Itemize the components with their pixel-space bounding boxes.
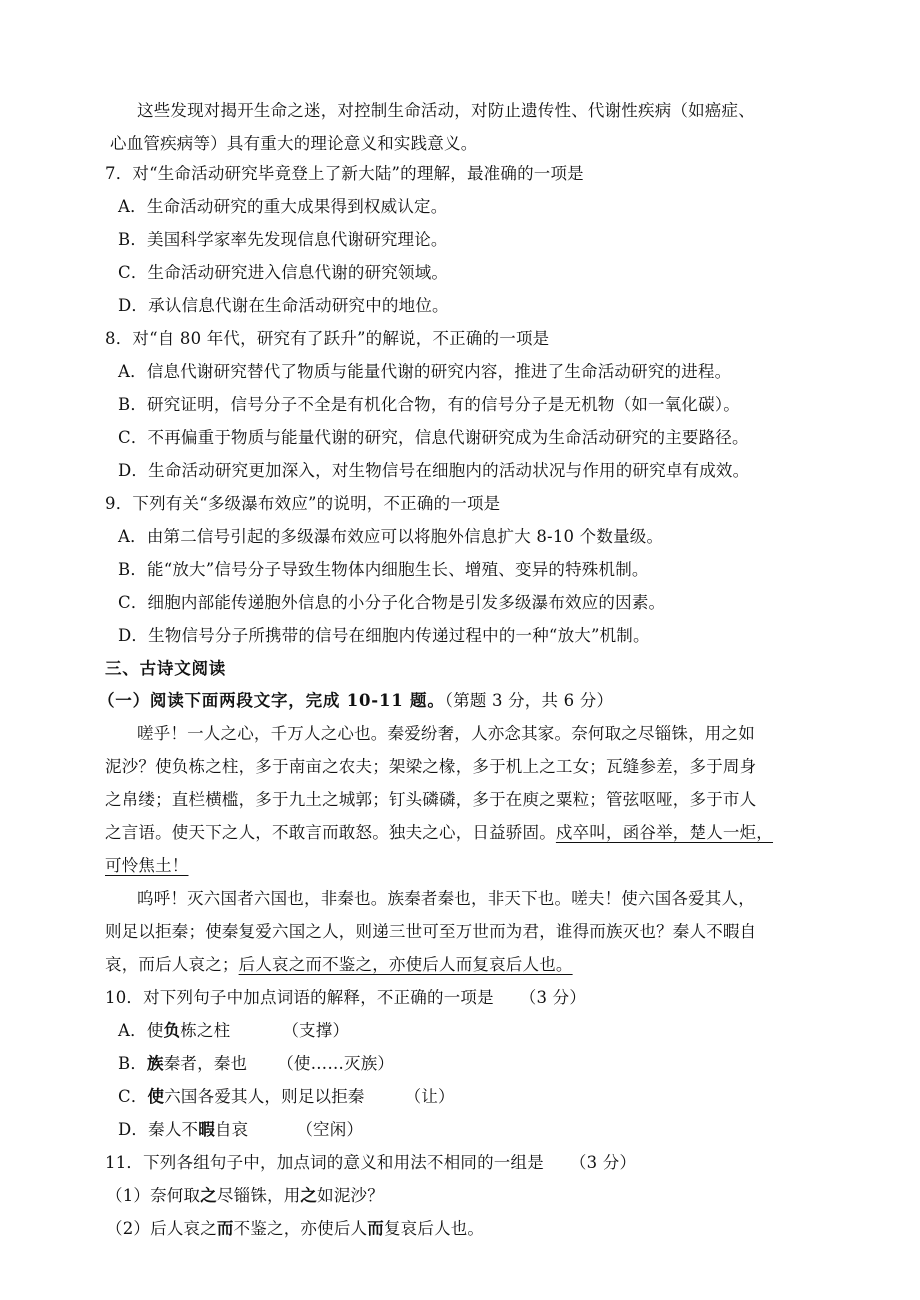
section-3-subtitle (98, 690, 613, 712)
q10-stem (105, 987, 586, 1009)
dotted-word: 暇 (198, 1120, 215, 1139)
item-text: 奈何取 (150, 1186, 201, 1205)
passage-1-line-3: 之帛缕；直栏横槛，多于九土之城郭；钉头磷磷，多于在庾之粟粒；管弦呕哑，多于市人 (105, 790, 757, 809)
q8-option-a: A．信息代谢研究替代了物质与能量代谢的研究内容，推进了生命活动研究的进程。 (118, 362, 732, 381)
dotted-word: 而 (216, 1219, 234, 1238)
q8-option-b: B．研究证明，信号分子不全是有机化合物，有的信号分子是无机物（如一氧化碳）。 (118, 395, 740, 414)
underlined-sentence-2: 后人哀之而不鉴之，亦使后人而复哀后人也。 (238, 955, 573, 974)
passage-2-line-2: 则足以拒秦；使秦复爱六国之人，则递三世可至万世而为君，谁得而族灭也？秦人不暇自 (105, 922, 757, 941)
passage-2-line-1: 呜呼！灭六国者六国也，非秦也。族秦者秦也，非天下也。嗟夫！使六国各爱其人， (137, 889, 755, 908)
option-label: A． (118, 1021, 147, 1040)
q7-option-a: A．生命活动研究的重大成果得到权威认定。 (118, 197, 448, 216)
q11-item-2 (106, 1218, 484, 1240)
q10-stem-text: 10．对下列句子中加点词语的解释，不正确的一项是 (105, 988, 494, 1007)
q10-option-c (118, 1086, 455, 1108)
passage-1-line-4-text: 之言语。使天下之人，不敢言而敢怒。独夫之心，日益骄固。 (105, 823, 556, 842)
q7-option-d: D．承认信息代谢在生命活动研究中的地位。 (118, 296, 449, 315)
passage-1-line-4 (105, 822, 773, 844)
dotted-word: 负 (163, 1021, 181, 1040)
q9-option-c: C．细胞内部能传递胞外信息的小分子化合物是引发多级瀑布效应的因素。 (118, 593, 666, 612)
passage-1-line-1: 嗟乎！一人之心，千万人之心也。秦爱纷奢，人亦念其家。奈何取之尽锱铢，用之如 (137, 724, 755, 743)
option-gloss: （空闲） (296, 1120, 364, 1139)
q10-option-b (118, 1053, 394, 1075)
passage-1-line-2: 泥沙？使负栋之柱，多于南亩之农夫；架梁之椽，多于机上之工女；瓦缝参差，多于周身 (105, 757, 757, 776)
item-text: 复哀后人也。 (383, 1219, 485, 1238)
option-text: 秦者，秦也 (163, 1054, 248, 1073)
q8-option-c: C．不再偏重于物质与能量代谢的研究，信息代谢研究成为生命活动研究的主要路径。 (118, 428, 749, 447)
item-text: 后人哀之 (150, 1219, 217, 1238)
option-text: 栋之柱 (180, 1021, 231, 1040)
q10-points: （3 分） (519, 988, 587, 1007)
option-gloss: （支撑） (282, 1021, 350, 1040)
q8-option-d: D．生命活动研究更加深入，对生物信号在细胞内的活动状况与作用的研究卓有成效。 (118, 461, 750, 480)
intro-line-2: 心血管疾病等）具有重大的理论意义和实践意义。 (110, 134, 478, 153)
q9-option-d: D．生物信号分子所携带的信号在细胞内传递过程中的一种“放大”机制。 (118, 626, 650, 645)
q9-option-b: B．能“放大”信号分子导致生物体内细胞生长、增殖、变异的特殊机制。 (118, 560, 649, 579)
q7-option-c: C．生命活动研究进入信息代谢的研究领域。 (118, 263, 449, 282)
dotted-word: 族 (147, 1054, 164, 1073)
section-3-score-note: （第题 3 分，共 6 分） (444, 691, 614, 710)
underlined-sentence-1-part-2: 可怜焦土！ (105, 856, 189, 875)
q9-option-a: A．由第二信号引起的多级瀑布效应可以将胞外信息扩大 8-10 个数量级。 (118, 527, 664, 546)
option-text: 六国各爱其人，则足以拒秦 (164, 1087, 365, 1106)
item-text: 如泥沙？ (317, 1186, 384, 1205)
option-label: B． (118, 1054, 148, 1073)
section-3-title: 三、古诗文阅读 (105, 659, 227, 678)
option-text: 自哀 (214, 1120, 249, 1139)
dotted-word: 之 (200, 1186, 217, 1205)
item-text: 尽锱铢，用 (216, 1186, 301, 1205)
q11-item-1 (106, 1185, 384, 1207)
item-text: 不鉴之，亦使后人 (233, 1219, 368, 1238)
option-text: 使 (146, 1021, 164, 1040)
q7-option-b: B．美国科学家率先发现信息代谢研究理论。 (118, 230, 448, 249)
q11-stem-text: 11．下列各组句子中，加点词的意义和用法不相同的一组是 (105, 1153, 544, 1172)
q11-points: （3 分） (569, 1153, 637, 1172)
q10-option-d (118, 1119, 363, 1141)
option-gloss: （使……灭族） (277, 1054, 395, 1073)
q8-stem: 8．对“自 80 年代，研究有了跃升”的解说，不正确的一项是 (105, 329, 550, 348)
option-text: 秦人不 (148, 1120, 199, 1139)
dotted-word: 而 (367, 1219, 384, 1238)
item-label: （1） (106, 1186, 151, 1205)
item-label: （2） (106, 1219, 151, 1238)
section-3-subtitle-text: （一）阅读下面两段文字，完成 10-11 题。 (98, 691, 445, 710)
q9-stem: 9．下列有关“多级瀑布效应”的说明，不正确的一项是 (105, 494, 501, 513)
passage-2-line-3 (105, 954, 573, 976)
option-gloss: （让） (404, 1087, 455, 1106)
intro-line-1: 这些发现对揭开生命之迷，对控制生命活动，对防止遗传性、代谢性疾病（如癌症、 (137, 101, 755, 120)
underlined-sentence-1-part-1: 戍卒叫，函谷举，楚人一炬， (555, 823, 774, 842)
q11-stem (105, 1152, 636, 1174)
q10-option-a (118, 1020, 349, 1042)
option-label: D． (118, 1120, 149, 1139)
passage-2-line-3-text: 哀，而后人哀之； (105, 955, 239, 974)
q7-stem: 7．对“生命活动研究毕竟登上了新大陆”的理解，最准确的一项是 (105, 164, 584, 183)
dotted-word: 使 (147, 1087, 165, 1106)
dotted-word: 之 (300, 1186, 318, 1205)
option-label: C． (118, 1087, 148, 1106)
